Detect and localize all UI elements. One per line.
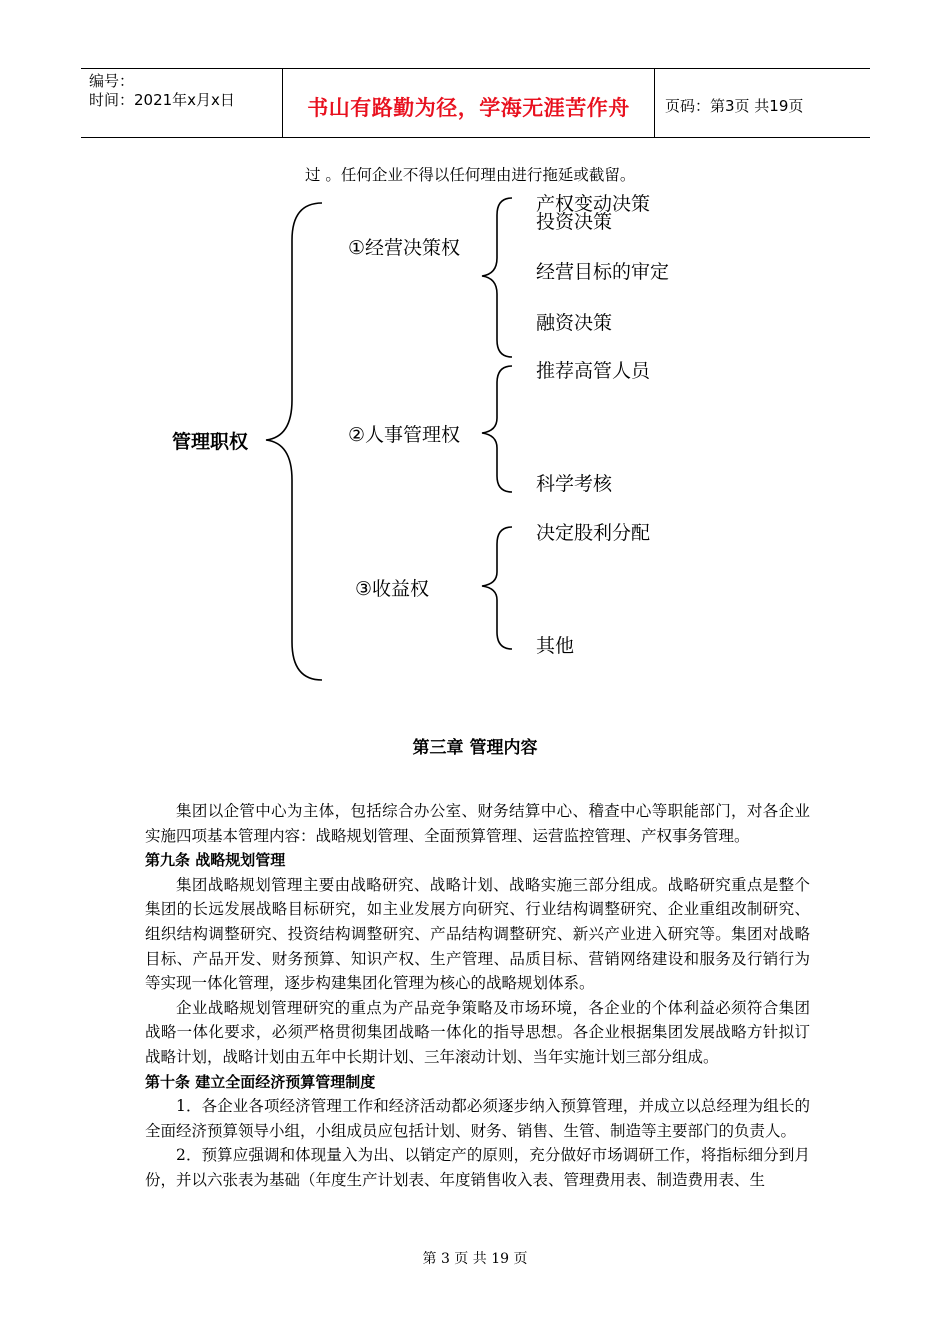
article-heading: 第九条 战略规划管理: [145, 851, 286, 870]
intro-line: 过 。任何企业不得以任何理由进行拖延或截留。: [305, 166, 636, 184]
brace-personnel: [482, 366, 512, 492]
article-heading: 第十条 建立全面经济预算管理制度: [145, 1072, 376, 1091]
leaf-dividend: 决定股利分配: [536, 522, 651, 544]
leaf-other: 其他: [536, 635, 575, 657]
header-motto: 书山有路勤为径，学海无涯苦作舟: [307, 96, 630, 120]
branch-personnel: ②人事管理权: [348, 424, 461, 446]
branch-business-decision: ①经营决策权: [348, 237, 461, 259]
paragraph: 1．各企业各项经济管理工作和经济活动都必须逐步纳入预算管理，并成立以总经理为组长的全面经济预算领导小组，小组成员应包括计划、财务、销售、生管、制造等主要部门的负责人。: [145, 1097, 810, 1140]
paragraph: 企业战略规划管理研究的重点为产品竞争策略及市场环境，各企业的个体利益必须符合集团战略一体化要求，必须严格贯彻集团战略一体化的指导思想。各企业根据集团发展战略方针拟订战略计划，战略计划由五年中长期计划、三年滚动计划、当年实施计划三部分组成。: [145, 998, 810, 1066]
body-text: [145, 799, 810, 1193]
document-date-label: 时间：2021年x月x日: [89, 91, 235, 109]
leaf-property-change: 产权变动决策: [536, 193, 651, 215]
paragraph: 集团以企管中心为主体，包括综合办公室、财务结算中心、稽查中心等职能部门，对各企业实施四项基本管理内容：战略规划管理、全面预算管理、运营监控管理、产权事务管理。: [145, 802, 810, 845]
root-brace: [266, 203, 322, 680]
leaf-target-review: 经营目标的审定: [536, 261, 670, 283]
branch-revenue: ③收益权: [355, 578, 430, 600]
page-footer: 第 3 页 共 19 页: [422, 1251, 528, 1267]
leaf-investment: 投资决策: [536, 211, 613, 233]
leaf-recommend-executives: 推荐高管人员: [536, 360, 651, 382]
brace-business-decision: [482, 198, 512, 357]
chapter-title: 第三章 管理内容: [412, 738, 538, 758]
brace-revenue: [482, 527, 512, 649]
document-number-label: 编号：: [89, 72, 135, 90]
diagram-root: 管理职权: [172, 431, 249, 453]
paragraph: 2．预算应强调和体现量入为出、以销定产的原则，充分做好市场调研工作，将指标细分到月份，并以六张表为基础（年度生产计划表、年度销售收入表、管理费用表、制造费用表、生: [145, 1146, 810, 1189]
leaf-assessment: 科学考核: [536, 473, 613, 495]
leaf-financing: 融资决策: [536, 312, 613, 334]
header-page-number: 页码：第3页 共19页: [665, 97, 804, 115]
paragraph: 集团战略规划管理主要由战略研究、战略计划、战略实施三部分组成。战略研究重点是整个集团的长远发展战略目标研究，如主业发展方向研究、行业结构调整研究、企业重组改制研究、组织结构调整研究、投资结构调整研究、产品结构调整研究、新兴产业进入研究等。集团对战略目标、产品开发、财务预算、知识产权、生产管理、品质目标、营销网络建设和服务及行销行为等实现一体化管理，逐步构建集团化管理为核心的战略规划体系。: [145, 875, 810, 993]
